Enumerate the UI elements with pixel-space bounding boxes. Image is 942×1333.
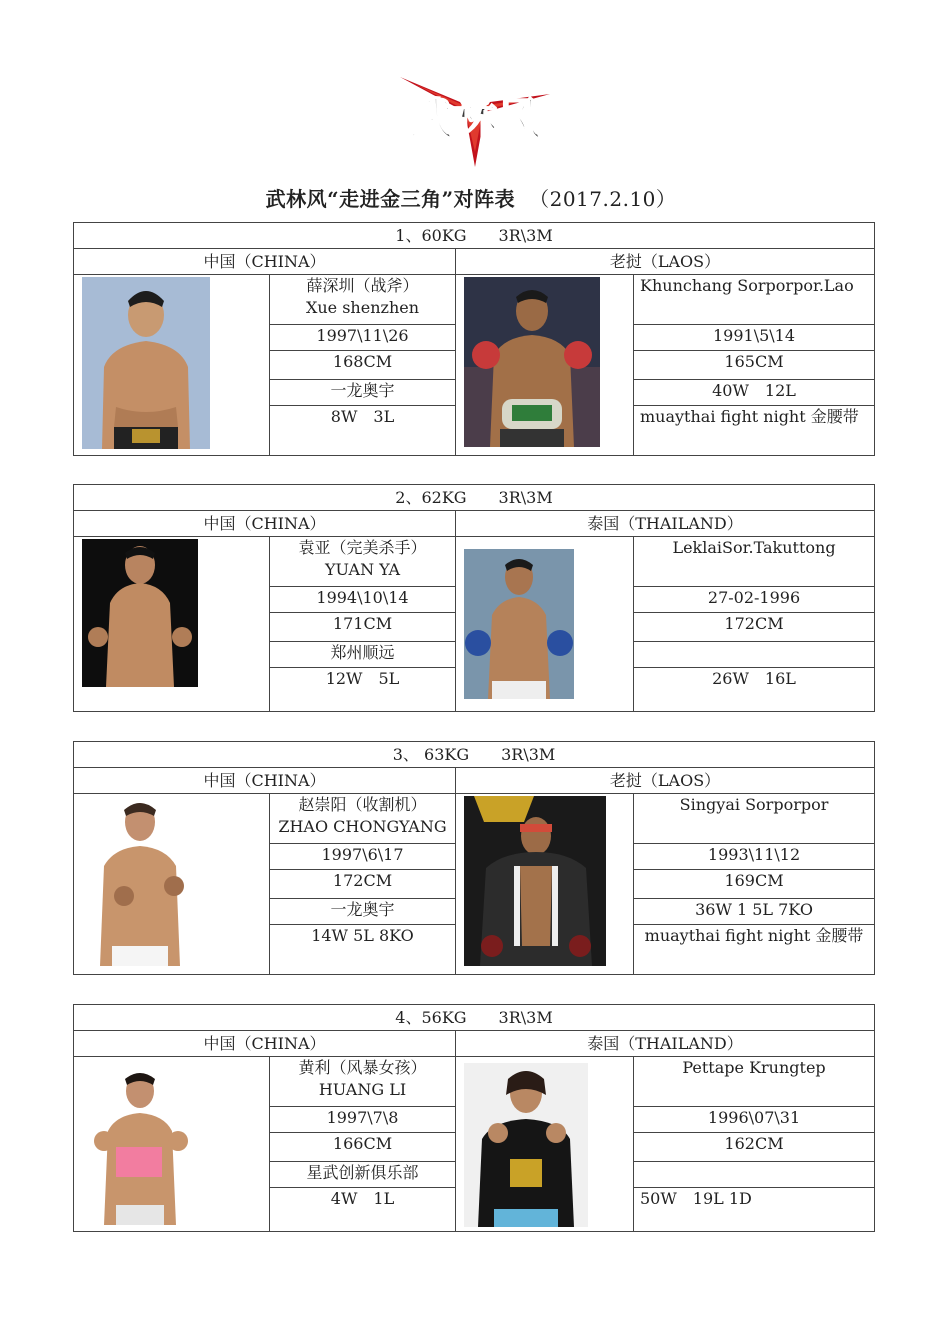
right-dob: 1996\07\31: [634, 1107, 875, 1133]
right-record: 50W 19L 1D: [634, 1188, 875, 1232]
right-height: 162CM: [634, 1133, 875, 1162]
left-name-en: Xue shenzhen: [305, 298, 420, 317]
left-name-cn: 袁亚（完美杀手）: [298, 538, 427, 557]
right-dob: 1993\11\12: [634, 844, 875, 870]
left-height: 168CM: [270, 351, 456, 380]
title-date: （2017.2.10）: [529, 187, 677, 211]
right-photo-cell: [456, 275, 634, 456]
left-name-en: ZHAO CHONGYANG: [278, 817, 447, 836]
right-club: [634, 642, 875, 668]
bout-table-3: [73, 741, 875, 975]
right-country: 老挝（LAOS）: [456, 249, 875, 275]
left-height: 172CM: [270, 870, 456, 899]
bout-heading: 2、62KG 3R\3M: [74, 485, 875, 511]
fighter-photo: [82, 796, 192, 966]
left-country: 中国（CHINA）: [74, 249, 456, 275]
right-club: [634, 1162, 875, 1188]
bout-heading: 4、56KG 3R\3M: [74, 1005, 875, 1031]
right-name: Khunchang Sorporpor.Lao: [640, 276, 854, 295]
bout-table-4: [73, 1004, 875, 1232]
fighter-photo: [464, 796, 606, 966]
bout-table-2: [73, 484, 875, 712]
fighter-photo: [82, 277, 210, 449]
logo-text: 武林风: [409, 94, 541, 145]
right-title: muaythai fight night 金腰带: [634, 925, 875, 975]
left-club: 星武创新俱乐部: [270, 1162, 456, 1188]
right-name-cell: [634, 537, 875, 587]
left-name-cn: 黄利（风暴女孩）: [298, 1058, 427, 1077]
wulinfeng-logo: [395, 72, 555, 167]
right-photo-cell: [456, 537, 634, 712]
left-photo-cell: [74, 794, 270, 975]
left-country: 中国（CHINA）: [74, 768, 456, 794]
left-height: 171CM: [270, 613, 456, 642]
bout-heading: 3、 63KG 3R\3M: [74, 742, 875, 768]
right-photo-cell: [456, 794, 634, 975]
right-title: muaythai fight night 金腰带: [634, 406, 875, 456]
right-country: 泰国（THAILAND）: [456, 1031, 875, 1057]
right-name: LeklaiSor.Takuttong: [672, 538, 836, 557]
page-title: [0, 183, 942, 212]
right-height: 169CM: [634, 870, 875, 899]
left-dob: 1994\10\14: [270, 587, 456, 613]
left-name-cell: [270, 537, 456, 587]
left-height: 166CM: [270, 1133, 456, 1162]
left-dob: 1997\7\8: [270, 1107, 456, 1133]
left-record: 4W 1L: [270, 1188, 456, 1232]
left-country: 中国（CHINA）: [74, 511, 456, 537]
left-photo-cell: [74, 537, 270, 712]
bout-table-1: [73, 222, 875, 456]
left-record: 14W 5L 8KO: [270, 925, 456, 975]
fighter-photo: [464, 277, 600, 447]
right-record: 36W 1 5L 7KO: [634, 899, 875, 925]
left-name-cell: [270, 275, 456, 325]
right-country: 泰国（THAILAND）: [456, 511, 875, 537]
right-name-cell: [634, 794, 875, 844]
right-dob: 1991\5\14: [634, 325, 875, 351]
left-club: 一龙奥宇: [270, 380, 456, 406]
right-height: 172CM: [634, 613, 875, 642]
left-club: 郑州顺远: [270, 642, 456, 668]
right-height: 165CM: [634, 351, 875, 380]
left-dob: 1997\6\17: [270, 844, 456, 870]
left-name-cn: 薛深圳（战斧）: [306, 276, 419, 295]
right-country: 老挝（LAOS）: [456, 768, 875, 794]
left-record: 12W 5L: [270, 668, 456, 712]
right-photo-cell: [456, 1057, 634, 1232]
right-name-cell: [634, 1057, 875, 1107]
title-text: 武林风“走进金三角”对阵表: [265, 187, 516, 211]
left-photo-cell: [74, 1057, 270, 1232]
right-name: Singyai Sorporpor: [679, 795, 829, 814]
left-name-en: HUANG LI: [318, 1080, 407, 1099]
left-name-cell: [270, 794, 456, 844]
left-club: 一龙奥宇: [270, 899, 456, 925]
left-photo-cell: [74, 275, 270, 456]
fighter-photo: [82, 1065, 194, 1225]
left-name-cn: 赵崇阳（收割机）: [298, 795, 427, 814]
right-dob: 27-02-1996: [634, 587, 875, 613]
right-name-cell: [634, 275, 875, 325]
bout-heading: 1、60KG 3R\3M: [74, 223, 875, 249]
left-name-en: YUAN YA: [324, 560, 401, 579]
right-name: Pettape Krungtep: [682, 1058, 826, 1077]
left-dob: 1997\11\26: [270, 325, 456, 351]
fighter-photo: [464, 549, 574, 699]
right-record: 40W 12L: [634, 380, 875, 406]
fighter-photo: [464, 1063, 588, 1227]
left-record: 8W 3L: [270, 406, 456, 456]
left-country: 中国（CHINA）: [74, 1031, 456, 1057]
fighter-photo: [82, 539, 198, 687]
left-name-cell: [270, 1057, 456, 1107]
right-record: 26W 16L: [634, 668, 875, 712]
